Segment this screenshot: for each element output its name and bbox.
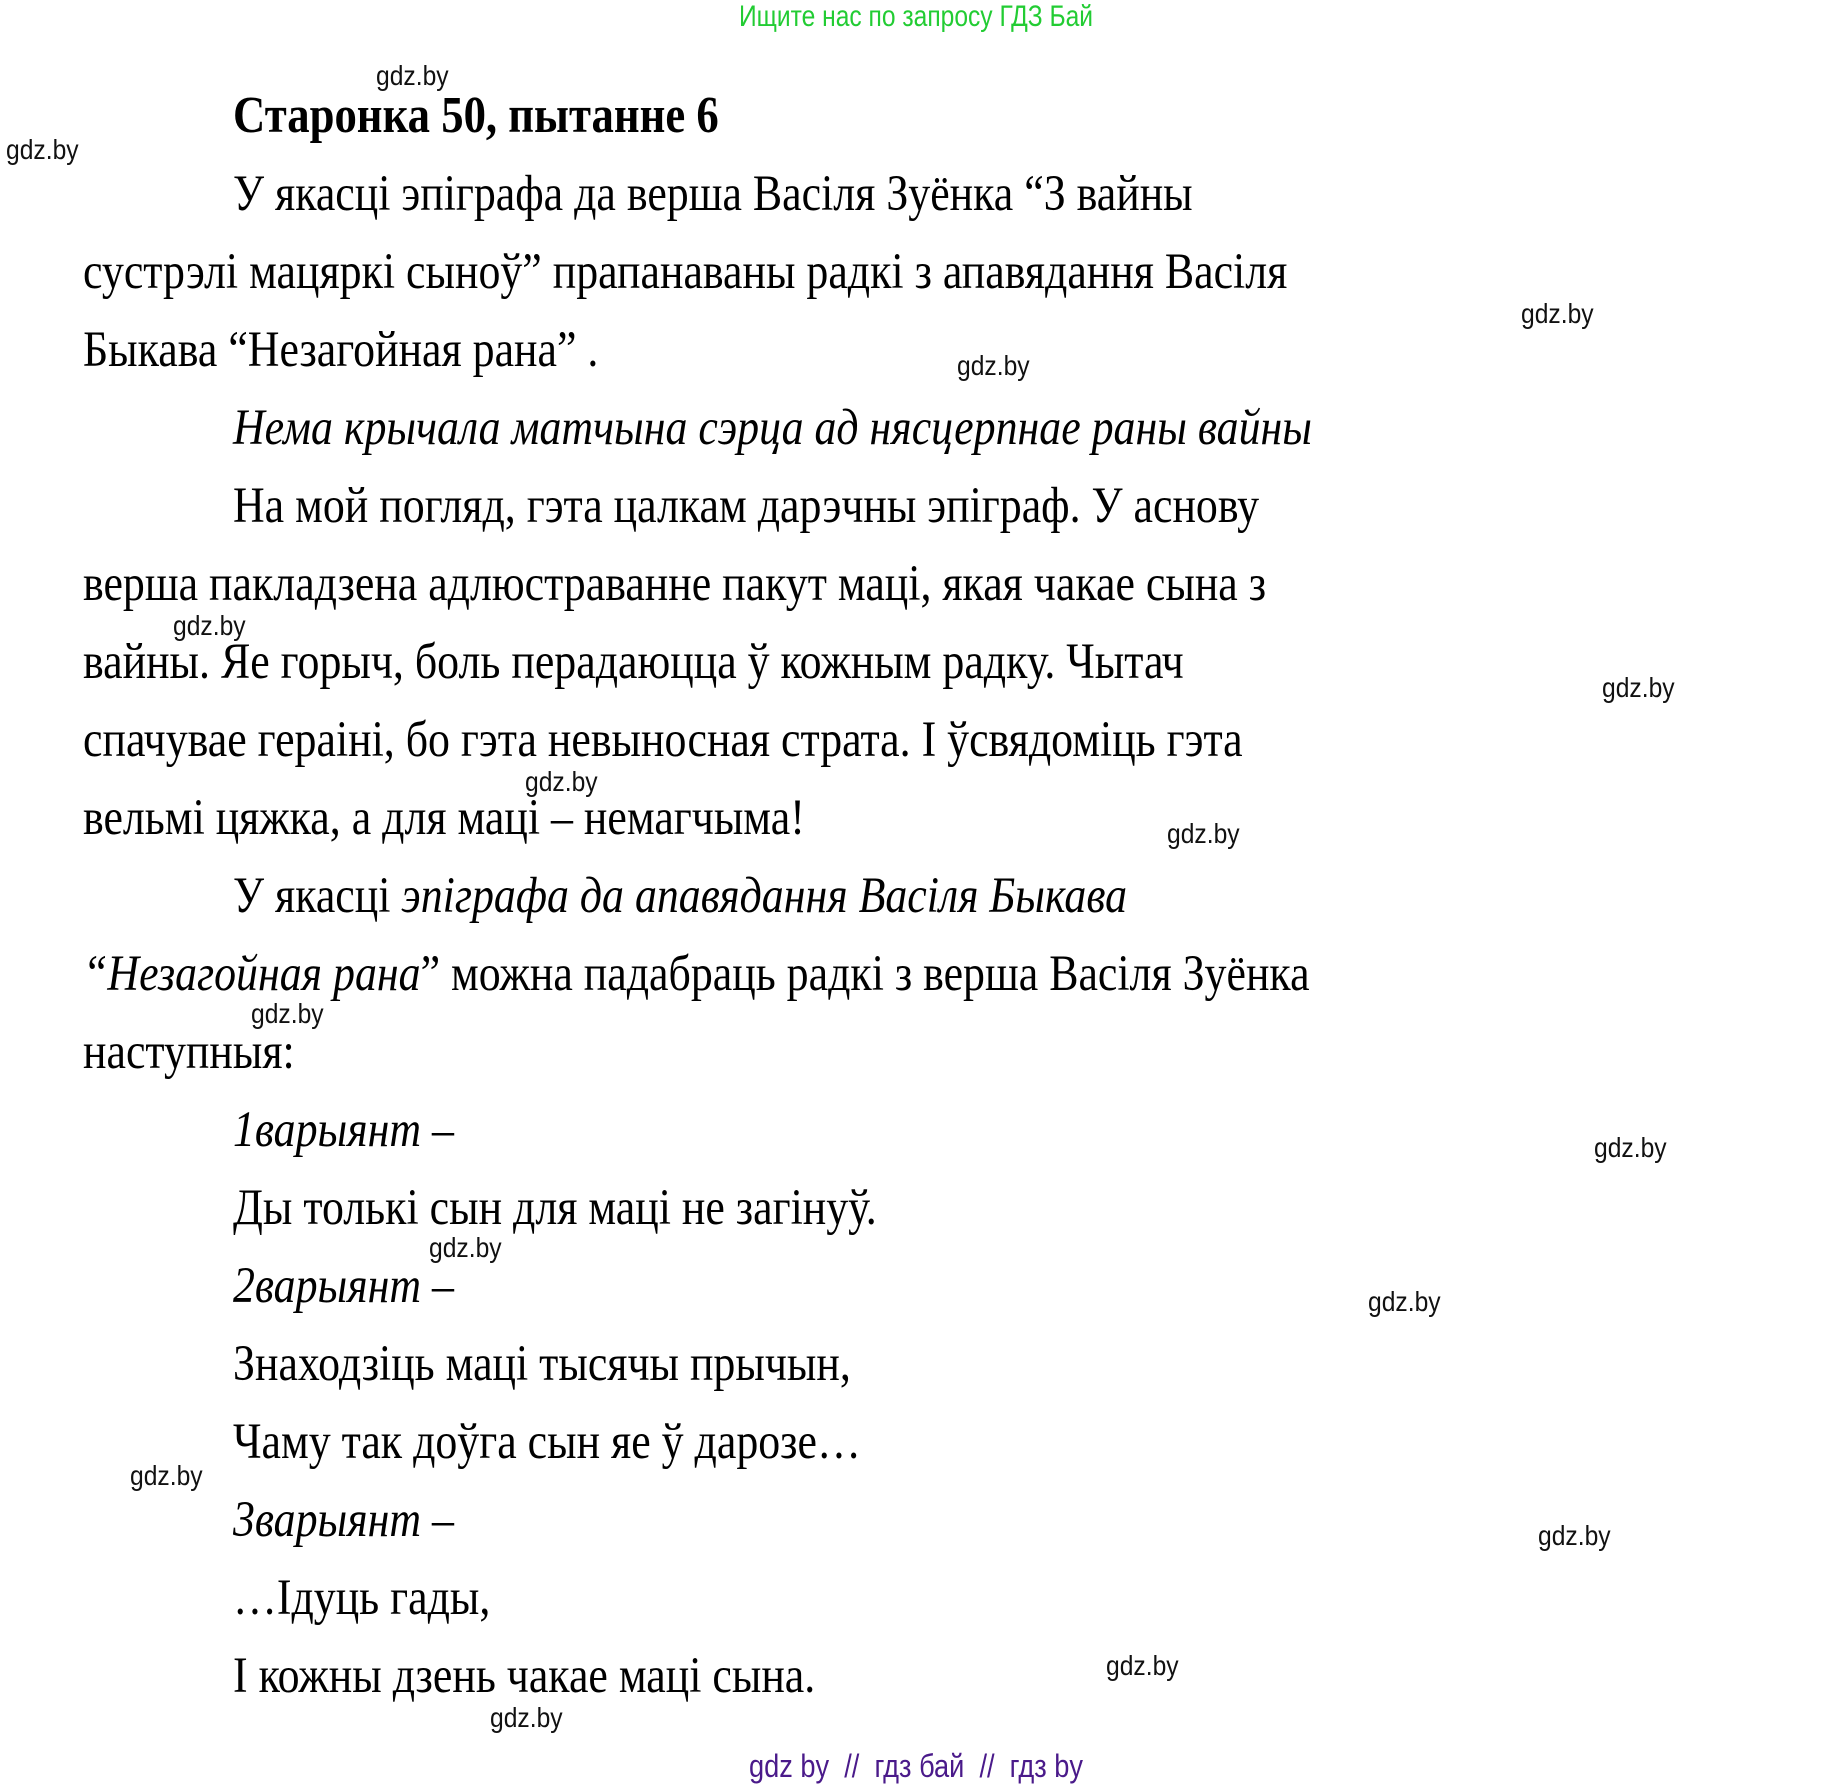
paragraph-2-line-3: вайны. Яе горыч, боль перадаюцца ў кожным радку. Чытач <box>83 634 1184 690</box>
paragraph-1-line-3: Быкава “Незагойная рана” . <box>83 322 599 378</box>
variant-2-line-2: Чаму так доўга сын яе ў дарозе… <box>233 1414 861 1470</box>
watermark: gdz.by <box>251 998 324 1029</box>
variant-3-line-2: І кожны дзень чакае маці сына. <box>233 1648 816 1704</box>
paragraph-2-line-4: спачувае гераіні, бо гэта невыносная страта. І ўсвядоміць гэта <box>83 712 1243 768</box>
watermark: gdz.by <box>1602 672 1675 703</box>
variant-2-label: 2варыянт – <box>233 1258 454 1314</box>
paragraph-2-line-2: верша пакладзена адлюстраванне пакут маці, якая чакае сына з <box>83 556 1267 612</box>
paragraph-2-line-1: На мой погляд, гэта цалкам дарэчны эпіграф. У аснову <box>233 478 1260 534</box>
variant-1-label: 1варыянт – <box>233 1102 454 1158</box>
watermark: gdz.by <box>1521 298 1594 329</box>
watermark: gdz.by <box>957 350 1030 381</box>
paragraph-3-line-2-plain: ” можна падабраць радкі з верша Васіля Зуёнка <box>420 946 1310 1002</box>
paragraph-3-italic: эпіграфа да апавядання Васіля Быкава <box>401 868 1128 924</box>
watermark: gdz.by <box>1538 1520 1611 1551</box>
variant-1-line-1: Ды толькі сын для маці не загінуў. <box>233 1180 877 1236</box>
paragraph-3-line-2 <box>83 944 1310 1004</box>
watermark: gdz.by <box>490 1702 563 1733</box>
variant-3-line-1: …Ідуць гады, <box>233 1570 491 1626</box>
paragraph-3-line-3: наступныя: <box>83 1024 295 1080</box>
paragraph-1-line-2: сустрэлі мацяркі сыноў” прапанаваны радкі з апавядання Васіля <box>83 244 1288 300</box>
watermark: gdz.by <box>1167 818 1240 849</box>
watermark: gdz.by <box>173 610 246 641</box>
variant-2-line-1: Знаходзіць маці тысячы прычын, <box>233 1336 851 1392</box>
watermark: gdz.by <box>429 1232 502 1263</box>
watermark: gdz.by <box>525 766 598 797</box>
paragraph-1-line-1: У якасці эпіграфа да верша Васіля Зуёнка “З вайны <box>233 166 1193 222</box>
paragraph-2-line-5: вельмі цяжка, а для маці – немагчыма! <box>83 790 805 846</box>
search-banner: Ищите нас по запросу ГДЗ Бай <box>738 0 1094 33</box>
watermark: gdz.by <box>376 60 449 91</box>
watermark: gdz.by <box>6 134 79 165</box>
epigraph-quote: Нема крычала матчына сэрца ад нясцерпнае раны вайны <box>233 400 1312 456</box>
watermark: gdz.by <box>1594 1132 1667 1163</box>
story-title-italic: “Незагойная рана <box>83 946 421 1002</box>
footer-links: gdz by // гдз бай // гдз by <box>748 1748 1084 1784</box>
paragraph-3-line-1 <box>233 866 1127 926</box>
variant-3-label: 3варыянт – <box>233 1492 454 1548</box>
watermark: gdz.by <box>1368 1286 1441 1317</box>
watermark: gdz.by <box>130 1460 203 1491</box>
watermark: gdz.by <box>1106 1650 1179 1681</box>
page-title: Старонка 50, пытанне 6 <box>233 87 719 144</box>
paragraph-3-plain: У якасці <box>233 868 402 924</box>
